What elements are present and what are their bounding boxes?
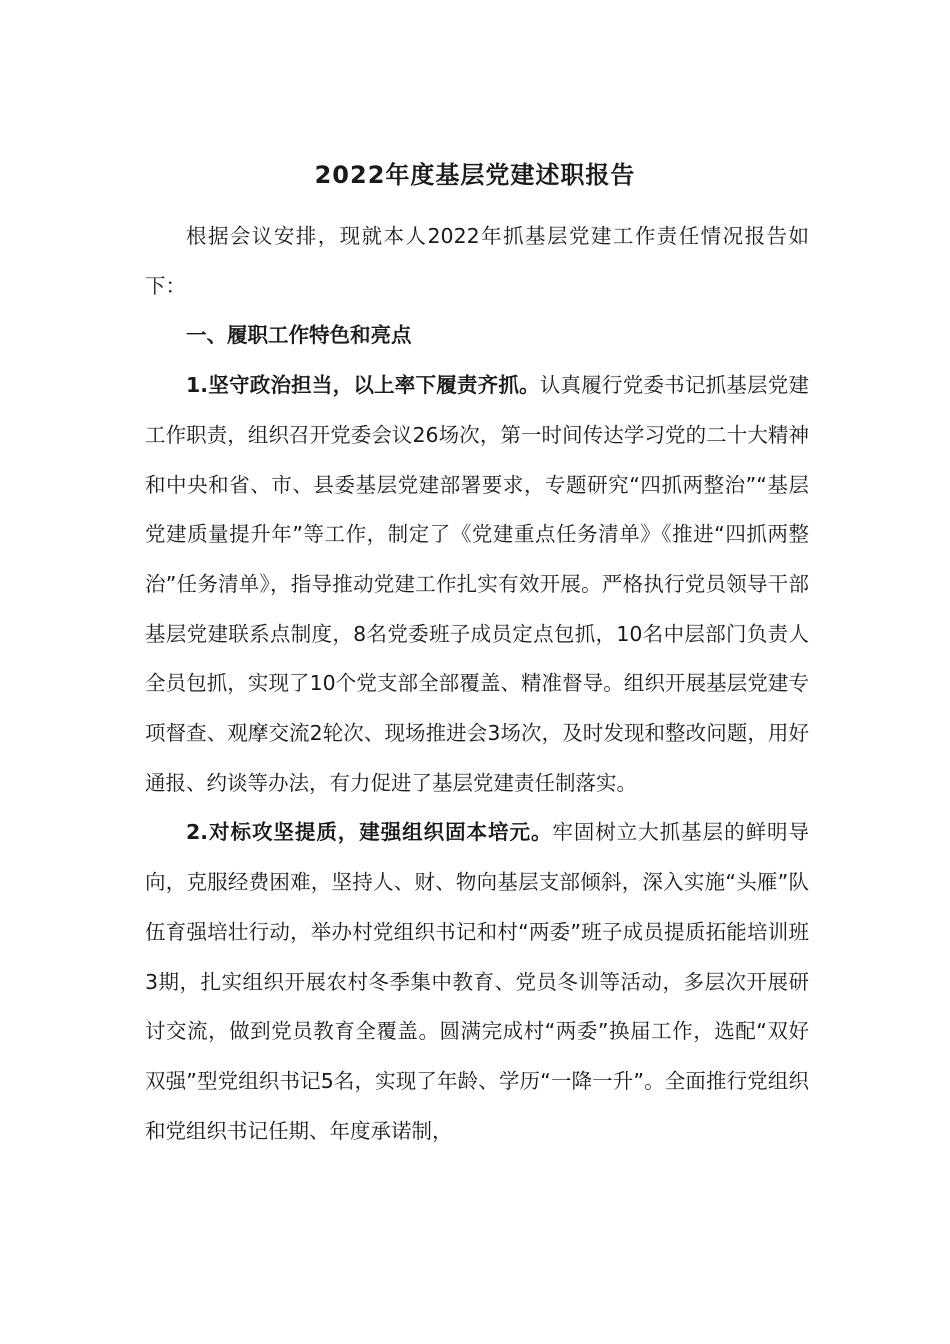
document-title: 2022年度基层党建述职报告 — [314, 161, 636, 189]
intro-paragraph: 根据会议安排，现就本人2022年抓基层党建工作责任情况报告如下： — [145, 224, 809, 298]
document-body — [145, 212, 809, 1156]
paragraph-text: 认真履行党委书记抓基层党建工作职责，组织召开党委会议26场次，第一时间传达学习党的二十大精神和中央和省、市、县委基层党建部署要求，专题研究“四抓两整治”“基层党建质量提升年”等工作，制定了《党建重点任务清单》《推进“四抓两整治”任务清单》，指导推动党建工作扎实有效开展。严格执行党员领导干部基层党建联系点制度，8名党委班子成员定点包抓，10名中层部门负责人全员包抓，实现了10个党支部全部覆盖、精准督导。组织开展基层党建专项督查、观摩交流2轮次、现场推进会3场次，及时发现和整改问题，用好通报、约谈等办法，有力促进了基层党建责任制落实。 — [145, 373, 809, 795]
paragraph-text: 牢固树立大抓基层的鲜明导向，克服经费困难，坚持人、财、物向基层支部倾斜，深入实施“头雁”队伍育强培壮行动，举办村党组织书记和村“两委”班子成员提质拓能培训班3期，扎实组织开展农村冬季集中教育、党员冬训等活动，多层次开展研讨交流，做到党员教育全覆盖。圆满完成村“两委”换届工作，选配“双好双强”型党组织书记5名，实现了年龄、学历“一降一升”。全面推行党组织和党组织书记任期、年度承诺制， — [145, 820, 809, 1143]
paragraph-lead: 1.坚守政治担当，以上率下履责齐抓。 — [186, 373, 540, 398]
paragraph-item-2 — [145, 808, 809, 1156]
paragraph-lead: 2.对标攻坚提质，建强组织固本培元。 — [186, 820, 553, 845]
section-heading: 一、履职工作特色和亮点 — [186, 323, 412, 348]
paragraph-item-1 — [145, 361, 809, 808]
